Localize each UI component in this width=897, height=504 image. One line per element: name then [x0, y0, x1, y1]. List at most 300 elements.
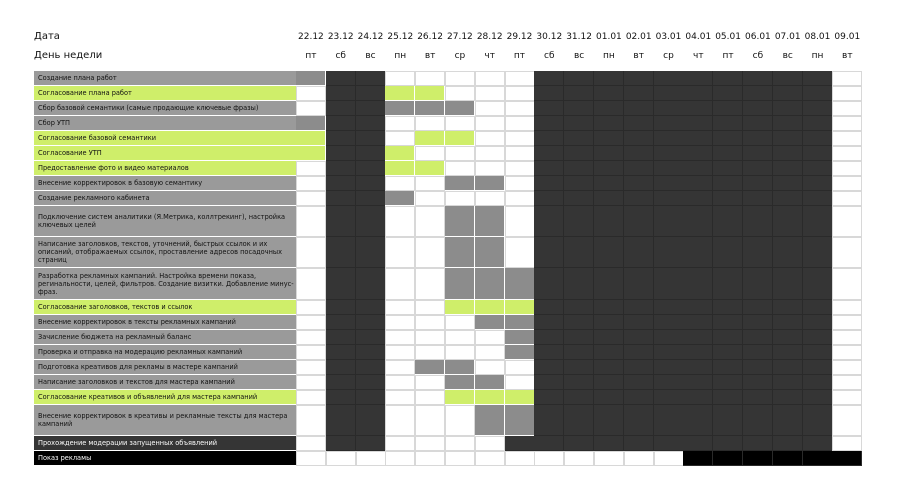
schedule-cell	[564, 131, 594, 146]
weekday-header-cell: вт	[424, 51, 436, 61]
schedule-cell	[505, 436, 535, 451]
schedule-cell	[654, 345, 684, 360]
schedule-cell	[445, 268, 475, 300]
schedule-cell	[564, 360, 594, 375]
schedule-cell	[624, 315, 654, 330]
schedule-cell	[534, 237, 564, 268]
schedule-cell	[415, 375, 445, 390]
schedule-cell	[743, 315, 773, 330]
schedule-cell	[832, 176, 862, 191]
schedule-cell	[534, 191, 564, 206]
schedule-cell	[296, 345, 326, 360]
schedule-cell	[326, 206, 356, 237]
weekday-header-cell: ср	[454, 51, 466, 61]
schedule-cell	[326, 345, 356, 360]
schedule-cell	[832, 131, 862, 146]
schedule-cell	[564, 315, 594, 330]
schedule-cell	[356, 86, 386, 101]
schedule-cell	[475, 71, 505, 86]
schedule-cell	[773, 436, 803, 451]
schedule-cell	[326, 405, 356, 436]
schedule-cell	[594, 146, 624, 161]
schedule-cell	[475, 436, 505, 451]
schedule-cell	[475, 390, 505, 405]
schedule-cell	[683, 71, 713, 86]
schedule-cell	[713, 451, 743, 466]
schedule-cell	[832, 300, 862, 315]
date-header-cell: 06.01	[745, 32, 771, 42]
date-header-cell: 03.01	[655, 32, 682, 42]
schedule-cell	[803, 116, 833, 131]
weekday-header-cell: вс	[782, 51, 793, 61]
schedule-cell	[773, 101, 803, 116]
schedule-cell	[594, 451, 624, 466]
schedule-cell	[534, 375, 564, 390]
schedule-cell	[803, 146, 833, 161]
schedule-cell	[356, 345, 386, 360]
schedule-cell	[415, 300, 445, 315]
schedule-cell	[594, 71, 624, 86]
schedule-cell	[385, 268, 415, 300]
schedule-cell	[296, 330, 326, 345]
schedule-cell	[475, 405, 505, 436]
task-label	[34, 451, 296, 466]
schedule-cell	[296, 268, 326, 300]
schedule-cell	[534, 86, 564, 101]
weekday-header-cell: вс	[573, 51, 585, 61]
schedule-cell	[445, 86, 475, 101]
schedule-cell	[683, 268, 713, 300]
schedule-cell	[385, 405, 415, 436]
schedule-cell	[683, 390, 713, 405]
schedule-cell	[534, 116, 564, 131]
date-header-cell: 26.12	[417, 32, 443, 42]
schedule-cell	[356, 436, 386, 451]
task-label	[34, 237, 296, 268]
schedule-cell	[654, 86, 684, 101]
schedule-cell	[743, 191, 773, 206]
date-header-cell: 04.01	[685, 32, 712, 42]
schedule-cell	[534, 268, 564, 300]
task-label	[34, 405, 296, 436]
task-label-text: Создание плана работ	[38, 74, 117, 82]
schedule-cell	[505, 300, 535, 315]
schedule-cell	[475, 330, 505, 345]
schedule-cell	[356, 161, 386, 176]
schedule-cell	[385, 330, 415, 345]
schedule-cell	[624, 405, 654, 436]
schedule-cell	[743, 451, 773, 466]
schedule-cell	[654, 436, 684, 451]
schedule-cell	[564, 161, 594, 176]
schedule-cell	[475, 300, 505, 315]
schedule-cell	[356, 330, 386, 345]
schedule-cell	[803, 315, 833, 330]
schedule-cell	[534, 345, 564, 360]
schedule-cell	[713, 131, 743, 146]
date-header-cell: 07.01	[774, 32, 801, 42]
schedule-cell	[505, 206, 535, 237]
schedule-cell	[773, 405, 803, 436]
schedule-cell	[713, 191, 743, 206]
date-header-cell: 05.01	[715, 32, 741, 42]
task-label-text: Предоставление фото и видео материалов	[38, 164, 189, 172]
schedule-cell	[356, 131, 386, 146]
schedule-cell	[713, 300, 743, 315]
schedule-cell	[743, 330, 773, 345]
schedule-cell	[654, 315, 684, 330]
schedule-cell	[415, 405, 445, 436]
schedule-cell	[475, 176, 505, 191]
date-header-cell: 09.01	[834, 32, 861, 42]
schedule-cell	[564, 116, 594, 131]
schedule-cell	[594, 330, 624, 345]
schedule-cell	[803, 161, 833, 176]
schedule-cell	[296, 86, 326, 101]
date-header-cell: 01.01	[596, 32, 622, 42]
schedule-cell	[743, 161, 773, 176]
schedule-cell	[594, 436, 624, 451]
schedule-cell	[505, 176, 535, 191]
schedule-cell	[445, 116, 475, 131]
schedule-cell	[654, 206, 684, 237]
schedule-cell	[415, 268, 445, 300]
schedule-cell	[803, 176, 833, 191]
schedule-cell	[832, 451, 862, 466]
schedule-cell	[564, 71, 594, 86]
schedule-cell	[326, 237, 356, 268]
schedule-cell	[534, 300, 564, 315]
schedule-cell	[564, 436, 594, 451]
schedule-cell	[475, 86, 505, 101]
task-label	[34, 86, 296, 101]
schedule-cell	[594, 405, 624, 436]
schedule-cell	[832, 237, 862, 268]
schedule-cell	[743, 206, 773, 237]
schedule-cell	[385, 191, 415, 206]
schedule-cell	[624, 191, 654, 206]
weekday-header-cell: вс	[365, 51, 376, 61]
schedule-cell	[505, 131, 535, 146]
task-label	[34, 330, 296, 345]
schedule-cell	[505, 345, 535, 360]
schedule-cell	[356, 146, 386, 161]
schedule-cell	[385, 436, 415, 451]
schedule-cell	[803, 191, 833, 206]
date-header-cell: 23.12	[327, 32, 354, 42]
schedule-cell	[475, 237, 505, 268]
schedule-cell	[743, 436, 773, 451]
task-label-text: Согласование заголовков, текстов и ссылок	[38, 303, 193, 311]
schedule-cell	[415, 390, 445, 405]
schedule-cell	[654, 390, 684, 405]
task-label	[34, 375, 296, 390]
schedule-cell	[356, 71, 386, 86]
schedule-cell	[534, 131, 564, 146]
schedule-cell	[743, 390, 773, 405]
task-label-text: Внесение корректировок в тексты рекламных кампаний	[38, 318, 236, 326]
date-header-cell: 02.01	[625, 32, 652, 42]
schedule-cell	[505, 390, 535, 405]
schedule-cell	[445, 405, 475, 436]
schedule-cell	[564, 345, 594, 360]
schedule-cell	[624, 146, 654, 161]
schedule-cell	[713, 206, 743, 237]
schedule-cell	[803, 330, 833, 345]
schedule-cell	[385, 206, 415, 237]
schedule-cell	[505, 161, 535, 176]
schedule-cell	[326, 390, 356, 405]
schedule-cell	[505, 405, 535, 436]
weekday-header-label: День недели	[34, 50, 103, 61]
schedule-cell	[832, 191, 862, 206]
schedule-cell	[594, 237, 624, 268]
schedule-cell	[713, 86, 743, 101]
schedule-cell	[326, 146, 356, 161]
task-label	[34, 360, 296, 375]
schedule-cell	[743, 405, 773, 436]
schedule-cell	[534, 101, 564, 116]
schedule-cell	[385, 300, 415, 315]
date-header-cell: 25.12	[387, 32, 414, 42]
schedule-cell	[743, 131, 773, 146]
schedule-cell	[654, 300, 684, 315]
schedule-cell	[326, 116, 356, 131]
task-label-text: Согласование УТП	[38, 149, 102, 157]
task-label-text: Согласование базовой семантики	[38, 134, 157, 142]
schedule-cell	[713, 268, 743, 300]
schedule-cell	[534, 146, 564, 161]
schedule-cell	[624, 161, 654, 176]
schedule-cell	[296, 375, 326, 390]
schedule-cell	[803, 375, 833, 390]
schedule-cell	[415, 360, 445, 375]
schedule-cell	[624, 116, 654, 131]
schedule-cell	[683, 161, 713, 176]
schedule-cell	[773, 116, 803, 131]
schedule-cell	[296, 451, 326, 466]
schedule-cell	[683, 436, 713, 451]
schedule-cell	[654, 405, 684, 436]
schedule-cell	[534, 436, 564, 451]
task-label-text: Показ рекламы	[38, 454, 92, 462]
schedule-cell	[296, 405, 326, 436]
date-header-cell: 27.12	[447, 32, 473, 42]
schedule-cell	[356, 237, 386, 268]
schedule-cell	[326, 451, 356, 466]
schedule-cell	[534, 390, 564, 405]
schedule-cell	[415, 131, 445, 146]
schedule-cell	[683, 300, 713, 315]
schedule-cell	[564, 191, 594, 206]
schedule-cell	[654, 146, 684, 161]
weekday-header-cell: чт	[693, 51, 704, 61]
date-header-cell: 22.12	[298, 32, 324, 42]
schedule-cell	[505, 101, 535, 116]
schedule-cell	[356, 101, 386, 116]
schedule-cell	[296, 360, 326, 375]
schedule-cell	[654, 375, 684, 390]
task-label	[34, 101, 296, 116]
schedule-cell	[683, 131, 713, 146]
schedule-cell	[296, 71, 326, 86]
schedule-cell	[445, 300, 475, 315]
schedule-cell	[475, 360, 505, 375]
schedule-cell	[773, 71, 803, 86]
schedule-cell	[385, 451, 415, 466]
schedule-cell	[803, 268, 833, 300]
schedule-cell	[713, 375, 743, 390]
schedule-cell	[594, 101, 624, 116]
schedule-cell	[505, 237, 535, 268]
schedule-cell	[385, 176, 415, 191]
schedule-cell	[624, 176, 654, 191]
schedule-cell	[326, 161, 356, 176]
schedule-cell	[832, 390, 862, 405]
schedule-cell	[773, 86, 803, 101]
schedule-cell	[832, 436, 862, 451]
schedule-cell	[415, 315, 445, 330]
schedule-cell	[296, 206, 326, 237]
weekday-header-cell: пт	[722, 51, 734, 61]
schedule-cell	[832, 206, 862, 237]
schedule-cell	[385, 101, 415, 116]
schedule-cell	[803, 390, 833, 405]
schedule-cell	[445, 360, 475, 375]
schedule-cell	[415, 191, 445, 206]
schedule-cell	[683, 86, 713, 101]
schedule-cell	[743, 237, 773, 268]
date-header-cell: 29.12	[506, 32, 533, 42]
schedule-cell	[475, 146, 505, 161]
task-label-text: Написание заголовков, текстов, уточнений, быстрых ссылок и их описаний, отображаемых ссылок, проставление адресов посадочных страниц	[38, 240, 283, 264]
schedule-cell	[564, 176, 594, 191]
task-label-text: Подготовка креативов для рекламы в мастере кампаний	[38, 363, 238, 371]
schedule-cell	[743, 345, 773, 360]
schedule-cell	[832, 146, 862, 161]
schedule-cell	[832, 315, 862, 330]
schedule-cell	[415, 345, 445, 360]
schedule-cell	[296, 390, 326, 405]
schedule-cell	[564, 300, 594, 315]
schedule-cell	[683, 146, 713, 161]
schedule-cell	[475, 161, 505, 176]
weekday-header-cell: пн	[603, 51, 615, 61]
schedule-cell	[713, 71, 743, 86]
schedule-cell	[385, 161, 415, 176]
schedule-cell	[773, 206, 803, 237]
schedule-cell	[356, 206, 386, 237]
schedule-cell	[654, 131, 684, 146]
schedule-cell	[505, 191, 535, 206]
schedule-cell	[832, 71, 862, 86]
date-header-cell: 31.12	[566, 32, 592, 42]
schedule-cell	[415, 436, 445, 451]
schedule-cell	[445, 330, 475, 345]
schedule-cell	[445, 191, 475, 206]
date-header-label: Дата	[34, 31, 60, 42]
schedule-cell	[445, 315, 475, 330]
schedule-cell	[743, 268, 773, 300]
schedule-cell	[713, 176, 743, 191]
schedule-cell	[385, 345, 415, 360]
schedule-cell	[713, 436, 743, 451]
schedule-cell	[385, 86, 415, 101]
weekday-header-cell: вт	[842, 51, 853, 61]
task-label	[34, 300, 296, 315]
schedule-cell	[743, 101, 773, 116]
schedule-cell	[326, 300, 356, 315]
schedule-cell	[505, 451, 535, 466]
task-label	[34, 131, 296, 146]
schedule-cell	[832, 345, 862, 360]
schedule-cell	[743, 375, 773, 390]
schedule-cell	[415, 101, 445, 116]
schedule-cell	[594, 206, 624, 237]
schedule-cell	[683, 191, 713, 206]
task-label	[34, 191, 296, 206]
schedule-cell	[654, 360, 684, 375]
schedule-cell	[773, 131, 803, 146]
schedule-cell	[773, 191, 803, 206]
schedule-cell	[326, 86, 356, 101]
schedule-cell	[594, 315, 624, 330]
schedule-cell	[534, 315, 564, 330]
schedule-cell	[683, 405, 713, 436]
schedule-cell	[654, 101, 684, 116]
schedule-cell	[624, 101, 654, 116]
schedule-cell	[713, 116, 743, 131]
schedule-cell	[594, 300, 624, 315]
schedule-cell	[475, 268, 505, 300]
task-label-text: Сбор базовой семантики (самые продающие ключевые фразы)	[38, 104, 259, 112]
schedule-cell	[594, 345, 624, 360]
schedule-cell	[385, 237, 415, 268]
schedule-cell	[445, 345, 475, 360]
schedule-cell	[624, 237, 654, 268]
schedule-cell	[534, 71, 564, 86]
schedule-cell	[624, 436, 654, 451]
schedule-cell	[654, 71, 684, 86]
date-header-cell: 24.12	[357, 32, 384, 42]
schedule-cell	[326, 375, 356, 390]
date-header-cell: 30.12	[536, 32, 563, 42]
schedule-cell	[534, 161, 564, 176]
schedule-cell	[773, 315, 803, 330]
schedule-cell	[415, 206, 445, 237]
schedule-cell	[683, 451, 713, 466]
schedule-cell	[803, 131, 833, 146]
schedule-cell	[326, 315, 356, 330]
schedule-cell	[654, 451, 684, 466]
schedule-cell	[415, 86, 445, 101]
task-label	[34, 268, 296, 300]
schedule-cell	[773, 390, 803, 405]
schedule-cell	[832, 330, 862, 345]
task-label-text: Внесение корректировок в базовую семантику	[38, 179, 203, 187]
task-label	[34, 390, 296, 405]
schedule-cell	[624, 206, 654, 237]
schedule-cell	[594, 131, 624, 146]
schedule-cell	[356, 176, 386, 191]
task-label	[34, 161, 296, 176]
date-header-cell: 08.01	[804, 32, 831, 42]
task-label-text: Написание заголовков и текстов для мастера кампаний	[38, 378, 235, 386]
schedule-cell	[773, 268, 803, 300]
task-label	[34, 436, 296, 451]
schedule-cell	[296, 161, 326, 176]
schedule-cell	[683, 330, 713, 345]
